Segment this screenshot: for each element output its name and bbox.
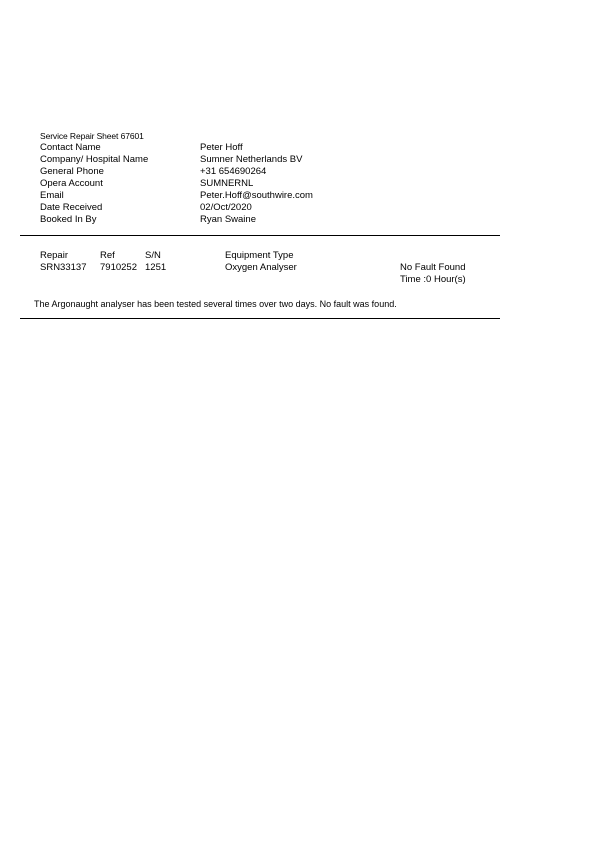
- cell-sn: 1251: [145, 262, 167, 273]
- cell-time: Time :0 Hour(s): [400, 274, 466, 285]
- cell-equipment-type: Oxygen Analyser: [225, 262, 297, 273]
- header-sn: S/N: [145, 250, 161, 261]
- header-equipment-type: Equipment Type: [225, 250, 294, 261]
- cell-ref: 7910252: [100, 262, 137, 273]
- info-label: Email: [40, 190, 64, 201]
- divider-top: [20, 235, 500, 236]
- info-value: 02/Oct/2020: [200, 202, 252, 213]
- cell-repair: SRN33137: [40, 262, 87, 273]
- info-label: Company/ Hospital Name: [40, 154, 149, 165]
- repair-notes: The Argonaught analyser has been tested several times over two days. No fault was found.: [34, 299, 397, 309]
- sheet-title: Service Repair Sheet 67601: [40, 131, 144, 141]
- info-value: Peter.Hoff@southwire.com: [200, 190, 313, 201]
- cell-status: No Fault Found: [400, 262, 466, 273]
- info-label: Contact Name: [40, 142, 101, 153]
- info-value: +31 654690264: [200, 166, 267, 177]
- header-ref: Ref: [100, 250, 115, 261]
- info-value: Sumner Netherlands BV: [200, 154, 303, 165]
- info-label: Booked In By: [40, 214, 97, 225]
- info-label: General Phone: [40, 166, 104, 177]
- info-value: Ryan Swaine: [200, 214, 256, 225]
- info-label: Date Received: [40, 202, 103, 213]
- info-value: Peter Hoff: [200, 142, 243, 153]
- header-repair: Repair: [40, 250, 68, 261]
- info-value: SUMNERNL: [200, 178, 254, 189]
- divider-bottom: [20, 318, 500, 319]
- info-label: Opera Account: [40, 178, 103, 189]
